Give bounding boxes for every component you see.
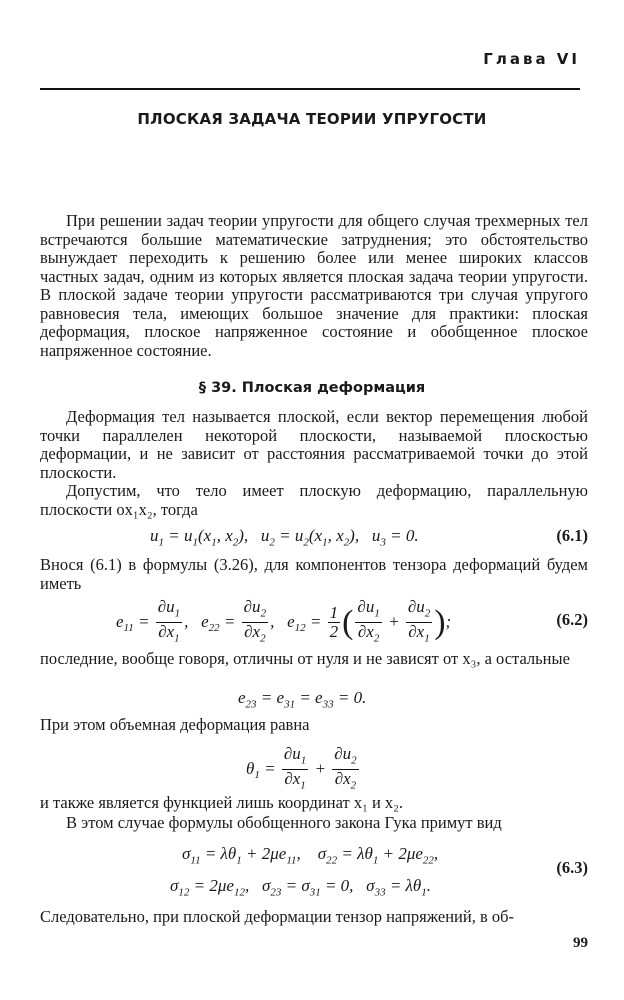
- volume-paragraph: При этом объемная деформация равна: [40, 715, 310, 734]
- definition-paragraph: Деформация тел называется плоской, если вектор перемещения любой точки параллелен некоторой плоскости, называемой плоскостью деформации, и не зависит от расстояния рассматриваемой точки до этой плоскости.: [40, 407, 588, 482]
- page-number: 99: [573, 935, 588, 951]
- conclusion-paragraph: Следовательно, при плоской деформации тензор напряжений, в об-: [40, 907, 514, 926]
- zero-strains-equation: $e_{23} = e_{31} = e_{33} = 0$.: [238, 688, 367, 711]
- hooke-paragraph: В этом случае формулы обобщенного закона Гука примут вид: [66, 813, 502, 832]
- hooke-equation-line-1: $\sigma_{11} = \lambda\theta_1 + 2\mu e_{11}$, $\sigma_{22} = \lambda\theta_1 + 2\mu e_{22}$,: [182, 844, 439, 867]
- volume-strain-equation: $\theta_1$ = $\frac{\partial u_1}{\partial x_1}$ + $\frac{\partial u_2}{\partial x_2}$: [246, 744, 357, 792]
- intro-paragraph: При решении задач теории упругости для общего случая трехмерных тел встречаются большие математические затруднения; это обстоятельство вынуждает переходить к решению более или менее широких классов частных задач, одним из которых является плоская задача теории упругости. В плоской задаче теории упругости рассматриваются три случая упругого равновесия тела, имеющих большое значение для практики: плоская деформация, плоское напряженное состояние и обобщенное плоское напряженное состояние.: [40, 211, 588, 360]
- equation-number-6-2: (6.2): [556, 610, 588, 629]
- equation-6-1: $u_1 = u_1(x_1$, $x_2$), $u_2 = u_2(x_1$, $x_2$), $u_3 = 0$.: [150, 526, 419, 549]
- chapter-heading: Глава VI: [483, 50, 580, 68]
- header-rule: [40, 88, 580, 90]
- section-heading: § 39. Плоская деформация: [198, 380, 426, 396]
- function-paragraph: и также является функцией лишь координат x₁ и x₂.: [40, 793, 404, 812]
- chapter-title: ПЛОСКАЯ ЗАДАЧА ТЕОРИИ УПРУГОСТИ: [137, 110, 487, 128]
- nonzero-paragraph: последние, вообще говоря, отличны от нуля и не зависят от x₃, а остальные: [40, 649, 570, 668]
- equation-number-6-1: (6.1): [556, 526, 588, 545]
- assumption-paragraph: Допустим, что тело имеет плоскую деформацию, параллельную плоскости ox₁x₂, тогда: [40, 481, 588, 519]
- insert-paragraph: Внося (6.1) в формулы (3.26), для компонентов тензора деформаций будем иметь: [40, 555, 588, 593]
- equation-6-2: $e_{11}$ = $\frac{\partial u_1}{\partial x_1}$ , $e_{22}$ = $\frac{\partial u_2}{\partial x_2}$ , $e_{12}$ = $\frac{1}{2}$ ( $\frac{\partial u_1}{\partial x_2}$ + $\frac{\partial u_2}{\partial x_1}$ );: [116, 597, 452, 645]
- equation-number-6-3: (6.3): [556, 858, 588, 877]
- hooke-equation-line-2: $\sigma_{12} = 2\mu e_{12}$, $\sigma_{23} = \sigma_{31} = 0$, $\sigma_{33} = \lambda\theta_1$.: [170, 876, 431, 899]
